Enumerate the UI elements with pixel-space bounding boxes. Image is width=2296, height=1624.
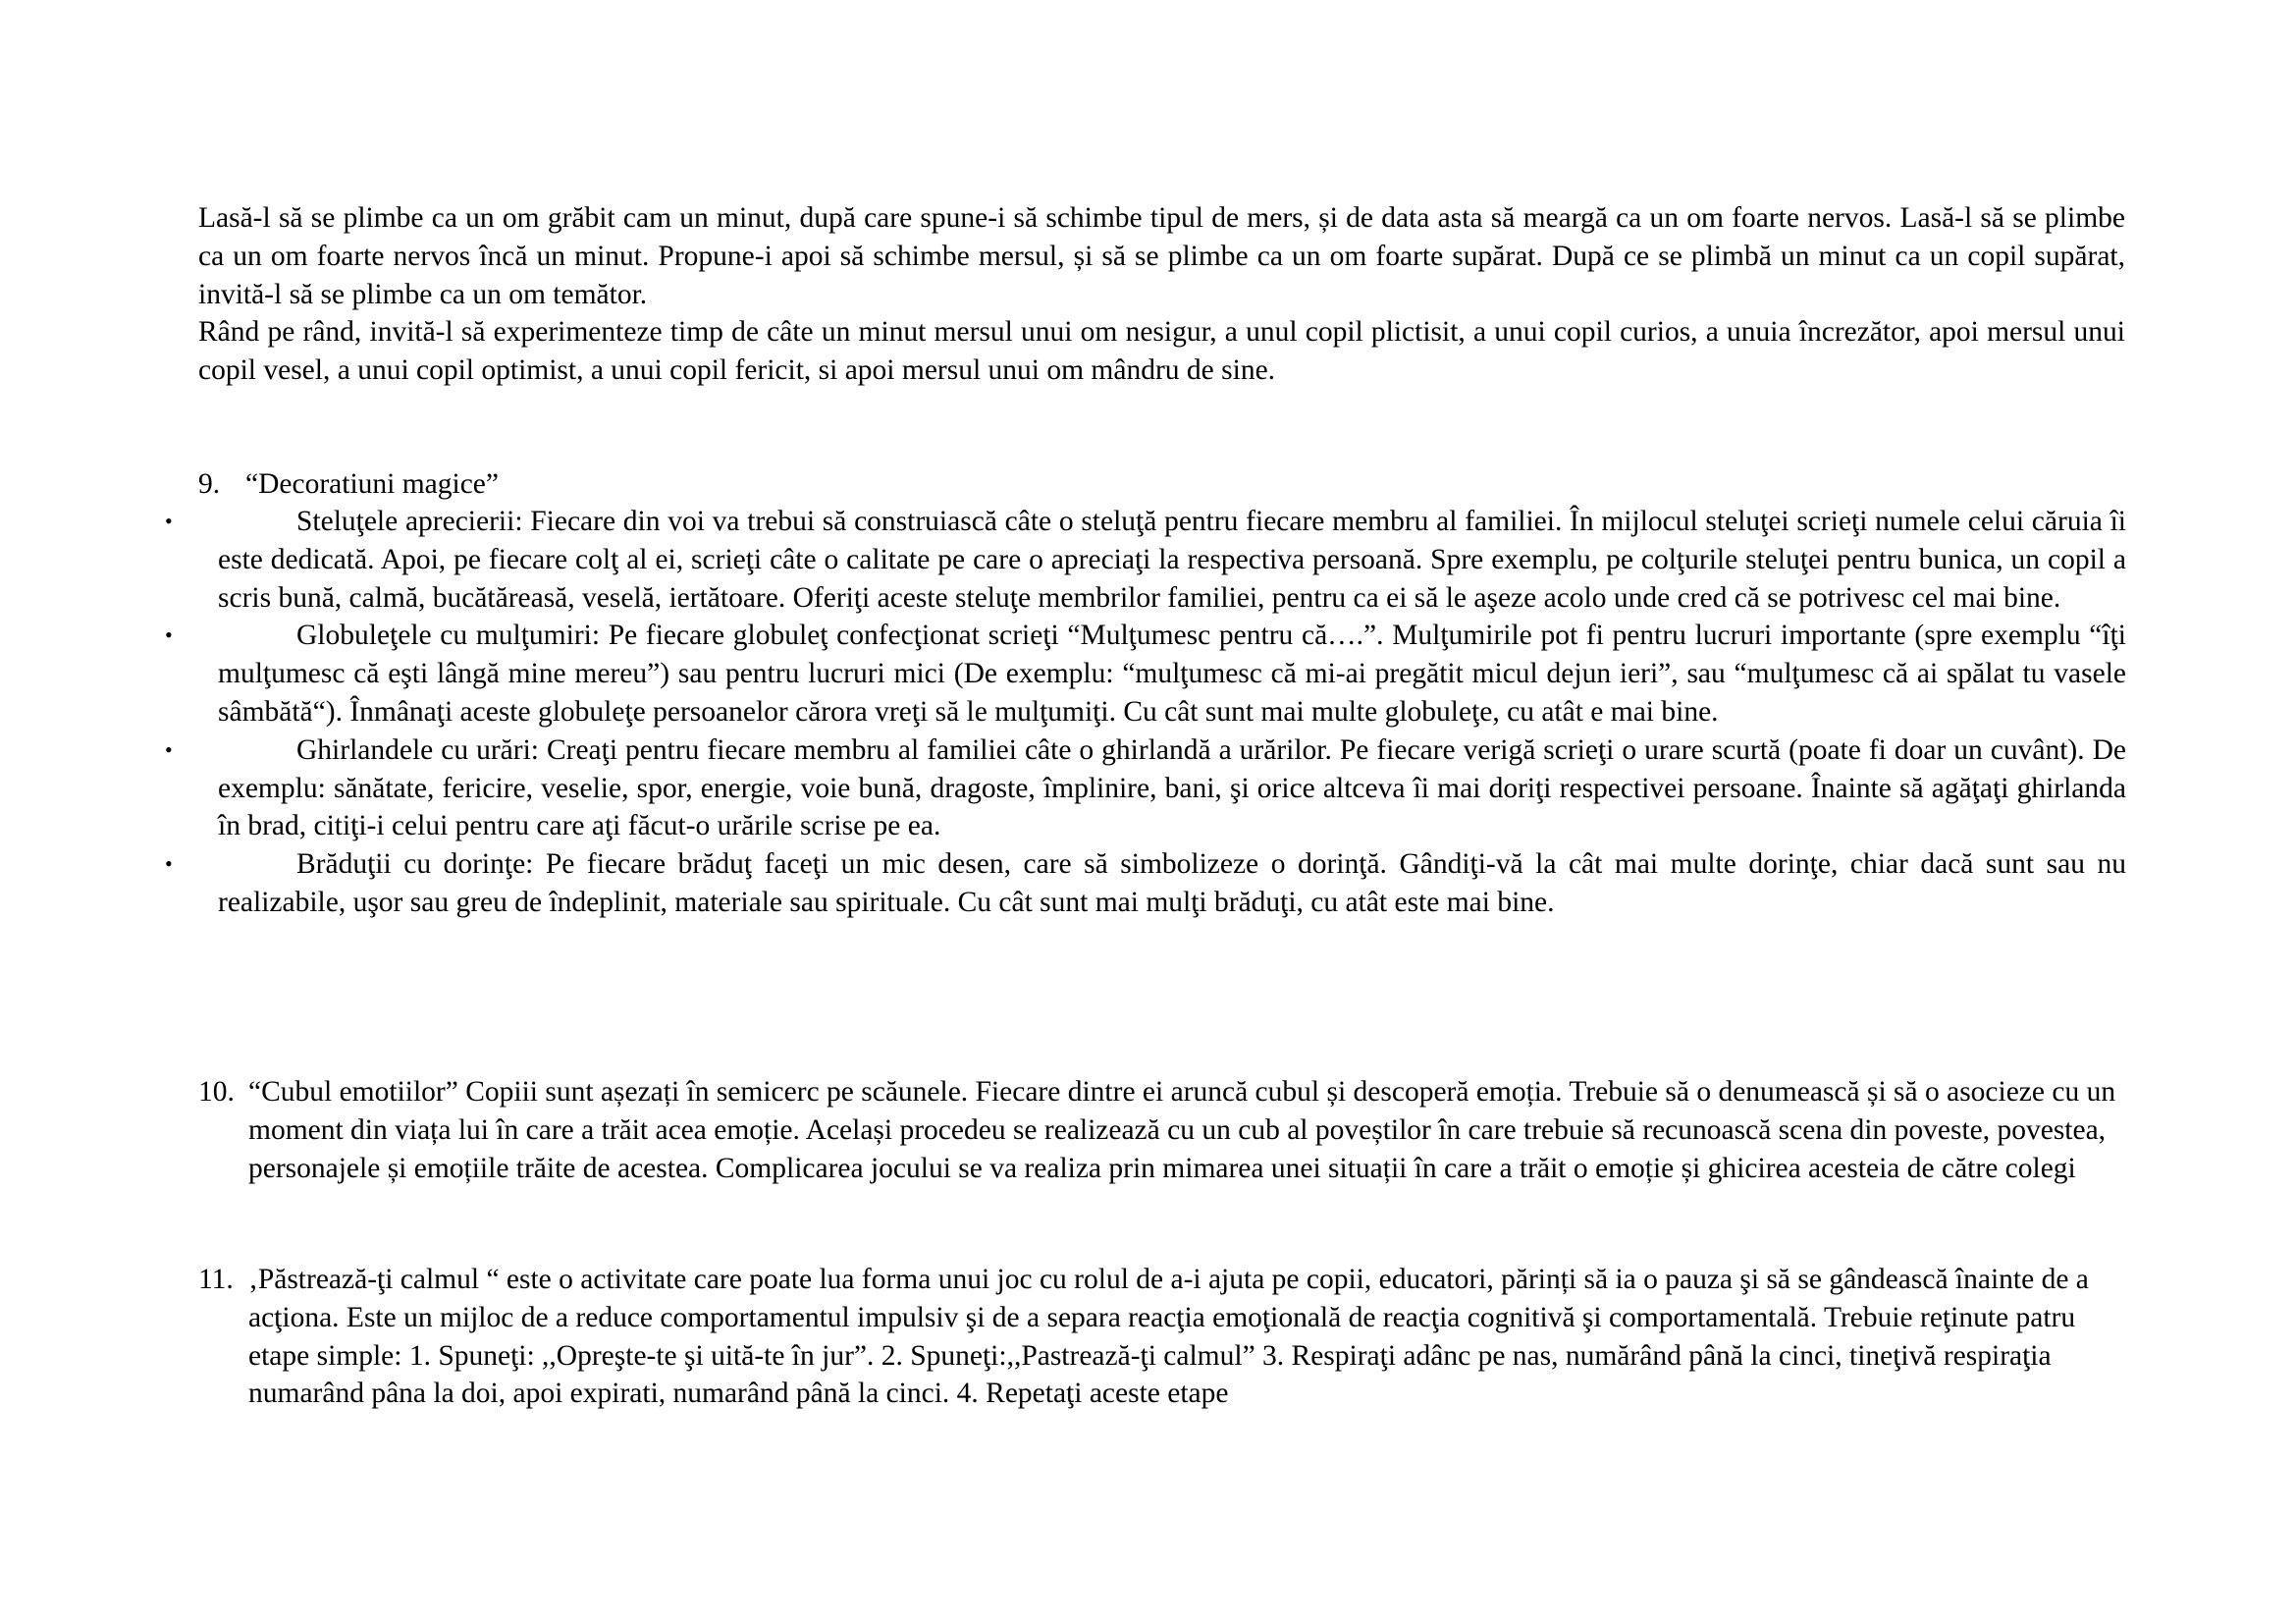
intro-section bbox=[198, 199, 2125, 390]
bullet-marker: • bbox=[165, 851, 173, 877]
section-9-bullet-list bbox=[165, 503, 2126, 922]
section-9-title: “Decoratiuni magice” bbox=[245, 468, 499, 500]
list-item-text: Ghirlandele cu urări: Creaţi pentru fiecare membru al familiei câte o ghirlandă a urărilor. Pe fiecare verigă scrieţi o urare scurtă (poate fi doar un cuvânt). De exemplu: sănătate, fericire, veselie, spor, energie, voie bună, dragoste, împlinire, bani, şi orice altceva îi mai doriţi respectivei persoane. Înainte să agăţaţi ghirlanda în brad, citiţi-i celui pentru care aţi făcut-o urările scrise pe ea. bbox=[218, 733, 2126, 842]
intro-paragraph-1: Lasă-l să se plimbe ca un om grăbit cam un minut, după care spune-i să schimbe tipul de mers, și de data asta să meargă ca un om foarte nervos. Lasă-l să se plimbe ca un om foarte nervos încă un minut. Propune-i apoi să schimbe mersul, și să se plimbe ca un om foarte supărat. După ce se plimbă un minut ca un copil supărat, invită-l să se plimbe ca un om temător. bbox=[198, 202, 2125, 310]
intro-paragraph-2: Rând pe rând, invită-l să experimenteze timp de câte un minut mersul unui om nesigur, a unul copil plictisit, a unui copil curios, a unuia încrezător, apoi mersul unui copil vesel, a unui copil optimist, a unui copil fericit, si apoi mersul unui om mândru de sine. bbox=[198, 316, 2125, 387]
list-item bbox=[165, 503, 2126, 617]
list-item bbox=[165, 731, 2126, 845]
section-11 bbox=[198, 1261, 2126, 1413]
bullet-marker: • bbox=[165, 736, 173, 762]
section-10-number: 10. bbox=[198, 1076, 235, 1108]
list-item-text: Brăduţii cu dorinţe: Pe fiecare brăduţ faceţi un mic desen, care să simbolizeze o dorinţă. Gândiţi-vă la cât mai multe dorinţe, chiar dacă sunt sau nu realizabile, uşor sau greu de îndeplinit, materiale sau spirituale. Cu cât sunt mai mulţi brăduţi, cu atât este mai bine. bbox=[218, 848, 2126, 918]
bullet-marker: • bbox=[165, 623, 173, 648]
bullet-marker: • bbox=[165, 509, 173, 533]
section-10-text: “Cubul emotiilor” Copiii sunt așezați în semicerc pe scăunele. Fiecare dintre ei aruncă cubul și descoperă emoția. Trebuie să o denumească și să o asocieze cu un moment din viața lui în care a trăit acea emoție. Același procedeu se realizează cu un cub al poveștilor în care trebuie să recunoască scena din poveste, povestea, personajele și emoțiile trăite de acestea. Complicarea jocului se va realiza prin mimarea unei situații în care a trăit o emoție și ghicirea acesteia de către colegi bbox=[248, 1076, 2116, 1184]
section-9-heading bbox=[198, 465, 499, 504]
list-item bbox=[165, 617, 2126, 731]
section-11-number: 11. bbox=[198, 1264, 234, 1295]
section-9-number: 9. bbox=[198, 468, 221, 500]
list-item-text: Globuleţele cu mulţumiri: Pe fiecare globuleţ confecţionat scrieţi “Mulţumesc pentru că….”. Mulţumirile pot fi pentru lucruri importante (spre exemplu “îţi mulţumesc că eşti lângă mine mereu”) sau pentru lucruri mici (De exemplu: “mulţumesc că mi-ai pregătit micul dejun ieri”, sau “mulţumesc că ai spălat tu vasele sâmbătă“). Înmânaţi aceste globuleţe persoanelor cărora vreţi să le mulţumiţi. Cu cât sunt mai multe globuleţe, cu atât e mai bine. bbox=[218, 620, 2126, 728]
list-item-text: Steluţele aprecierii: Fiecare din voi va trebui să construiască câte o steluţă pentru fiecare membru al familiei. În mijlocul steluţei scrieţi numele celui căruia îi este dedicată. Apoi, pe fiecare colţ al ei, scrieţi câte o calitate pe care o apreciaţi la respectiva persoană. Spre exemplu, pe colţurile steluţei pentru bunica, un copil a scris bună, calmă, bucătăreasă, veselă, iertătoare. Oferiţi aceste steluţe membrilor familiei, pentru ca ei să le aşeze acolo unde cred că se potrivesc cel mai bine. bbox=[218, 506, 2126, 614]
section-10 bbox=[198, 1073, 2126, 1187]
list-item bbox=[165, 845, 2126, 922]
section-11-text: ‚Păstrează-ţi calmul “ este o activitate care poate lua forma unui joc cu rolul de a-i ajuta pe copii, educatori, părinți să ia o pauza şi să se gândească înainte de a acţiona. Este un mijloc de a reduce comportamentul impulsiv şi de a separa reacţia emoţională de reacţia cognitivă şi comportamentală. Trebuie reţinute patru etape simple: 1. Spuneţi: ,,Opreşte-te şi uită-te în jur”. 2. Spuneţi:,,Pastrează-ţi calmul” 3. Respiraţi adânc pe nas, numărând până la cinci, tineţivă respiraţia numarând pâna la doi, apoi expirati, numarând până la cinci. 4. Repetaţi aceste etape bbox=[248, 1264, 2089, 1410]
